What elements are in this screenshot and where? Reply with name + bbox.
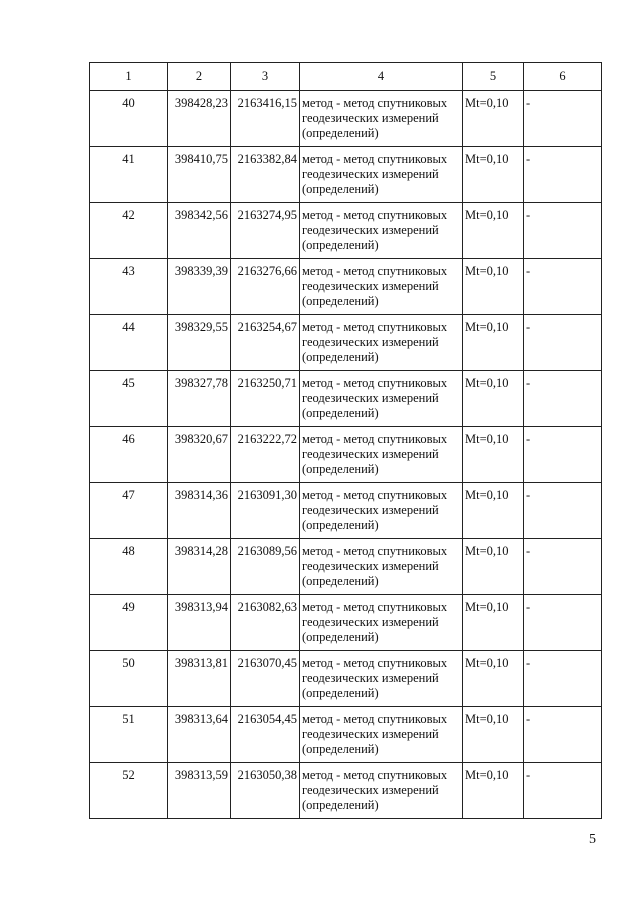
y-coordinate-cell: 2163416,15: [231, 91, 300, 147]
description-cell: -: [524, 595, 602, 651]
x-coordinate-cell: 398342,56: [168, 203, 231, 259]
description-cell: -: [524, 539, 602, 595]
x-coordinate-cell: 398313,64: [168, 707, 231, 763]
y-coordinate-cell: 2163091,30: [231, 483, 300, 539]
table-row: [90, 91, 602, 147]
x-coordinate-cell: 398327,78: [168, 371, 231, 427]
point-number-cell: 43: [90, 259, 168, 315]
method-cell: метод - метод спутниковых геодезических измерений (определений): [300, 427, 463, 483]
description-cell: -: [524, 147, 602, 203]
table-header-row: [90, 63, 602, 91]
x-coordinate-cell: 398428,23: [168, 91, 231, 147]
method-cell: метод - метод спутниковых геодезических измерений (определений): [300, 315, 463, 371]
point-number-cell: 50: [90, 651, 168, 707]
precision-cell: Mt=0,10: [463, 763, 524, 819]
x-coordinate-cell: 398314,36: [168, 483, 231, 539]
precision-cell: Mt=0,10: [463, 483, 524, 539]
point-number-cell: 47: [90, 483, 168, 539]
method-cell: метод - метод спутниковых геодезических измерений (определений): [300, 91, 463, 147]
method-cell: метод - метод спутниковых геодезических измерений (определений): [300, 147, 463, 203]
x-coordinate-cell: 398320,67: [168, 427, 231, 483]
point-number-cell: 44: [90, 315, 168, 371]
point-number-cell: 52: [90, 763, 168, 819]
description-cell: -: [524, 315, 602, 371]
table-row: [90, 539, 602, 595]
header-col-3: 3: [231, 63, 300, 91]
y-coordinate-cell: 2163250,71: [231, 371, 300, 427]
precision-cell: Mt=0,10: [463, 651, 524, 707]
x-coordinate-cell: 398329,55: [168, 315, 231, 371]
description-cell: -: [524, 427, 602, 483]
y-coordinate-cell: 2163274,95: [231, 203, 300, 259]
header-col-6: 6: [524, 63, 602, 91]
table-body: [90, 91, 602, 819]
header-col-4: 4: [300, 63, 463, 91]
point-number-cell: 46: [90, 427, 168, 483]
precision-cell: Mt=0,10: [463, 147, 524, 203]
x-coordinate-cell: 398313,94: [168, 595, 231, 651]
description-cell: -: [524, 259, 602, 315]
point-number-cell: 40: [90, 91, 168, 147]
y-coordinate-cell: 2163254,67: [231, 315, 300, 371]
point-number-cell: 49: [90, 595, 168, 651]
page-number: 5: [589, 832, 596, 847]
precision-cell: Mt=0,10: [463, 595, 524, 651]
x-coordinate-cell: 398339,39: [168, 259, 231, 315]
method-cell: метод - метод спутниковых геодезических измерений (определений): [300, 259, 463, 315]
description-cell: -: [524, 483, 602, 539]
precision-cell: Mt=0,10: [463, 539, 524, 595]
method-cell: метод - метод спутниковых геодезических измерений (определений): [300, 707, 463, 763]
point-number-cell: 45: [90, 371, 168, 427]
method-cell: метод - метод спутниковых геодезических измерений (определений): [300, 595, 463, 651]
x-coordinate-cell: 398314,28: [168, 539, 231, 595]
table-row: [90, 595, 602, 651]
x-coordinate-cell: 398410,75: [168, 147, 231, 203]
y-coordinate-cell: 2163089,56: [231, 539, 300, 595]
method-cell: метод - метод спутниковых геодезических измерений (определений): [300, 483, 463, 539]
table-row: [90, 203, 602, 259]
precision-cell: Mt=0,10: [463, 259, 524, 315]
table-row: [90, 315, 602, 371]
precision-cell: Mt=0,10: [463, 91, 524, 147]
y-coordinate-cell: 2163276,66: [231, 259, 300, 315]
precision-cell: Mt=0,10: [463, 203, 524, 259]
description-cell: -: [524, 371, 602, 427]
table-row: [90, 371, 602, 427]
table-row: [90, 651, 602, 707]
header-col-1: 1: [90, 63, 168, 91]
precision-cell: Mt=0,10: [463, 707, 524, 763]
y-coordinate-cell: 2163082,63: [231, 595, 300, 651]
header-col-2: 2: [168, 63, 231, 91]
precision-cell: Mt=0,10: [463, 427, 524, 483]
table-row: [90, 483, 602, 539]
x-coordinate-cell: 398313,59: [168, 763, 231, 819]
table-row: [90, 427, 602, 483]
table-row: [90, 707, 602, 763]
y-coordinate-cell: 2163050,38: [231, 763, 300, 819]
method-cell: метод - метод спутниковых геодезических измерений (определений): [300, 539, 463, 595]
description-cell: -: [524, 91, 602, 147]
coordinates-table: [89, 62, 602, 819]
method-cell: метод - метод спутниковых геодезических измерений (определений): [300, 371, 463, 427]
table-row: [90, 147, 602, 203]
point-number-cell: 42: [90, 203, 168, 259]
x-coordinate-cell: 398313,81: [168, 651, 231, 707]
description-cell: -: [524, 707, 602, 763]
y-coordinate-cell: 2163382,84: [231, 147, 300, 203]
precision-cell: Mt=0,10: [463, 371, 524, 427]
description-cell: -: [524, 203, 602, 259]
point-number-cell: 41: [90, 147, 168, 203]
table-row: [90, 259, 602, 315]
y-coordinate-cell: 2163222,72: [231, 427, 300, 483]
description-cell: -: [524, 651, 602, 707]
header-col-5: 5: [463, 63, 524, 91]
method-cell: метод - метод спутниковых геодезических измерений (определений): [300, 651, 463, 707]
y-coordinate-cell: 2163070,45: [231, 651, 300, 707]
y-coordinate-cell: 2163054,45: [231, 707, 300, 763]
precision-cell: Mt=0,10: [463, 315, 524, 371]
point-number-cell: 48: [90, 539, 168, 595]
description-cell: -: [524, 763, 602, 819]
method-cell: метод - метод спутниковых геодезических измерений (определений): [300, 763, 463, 819]
method-cell: метод - метод спутниковых геодезических измерений (определений): [300, 203, 463, 259]
point-number-cell: 51: [90, 707, 168, 763]
table-row: [90, 763, 602, 819]
